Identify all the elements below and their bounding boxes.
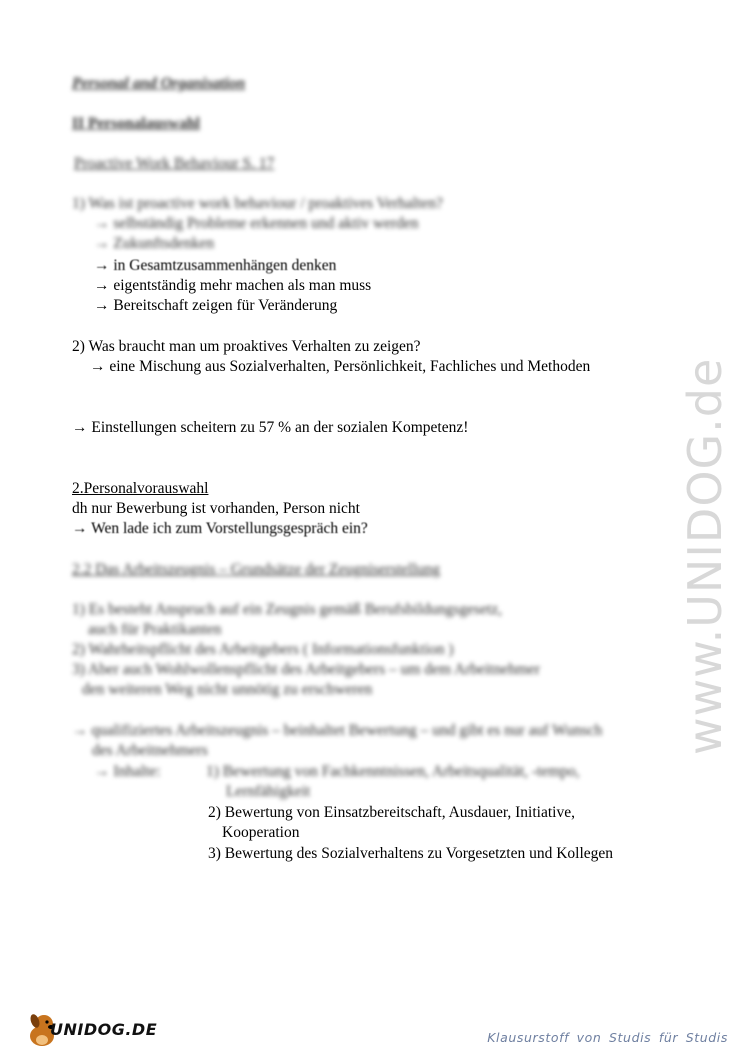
inhalte-item: 2) Bewertung von Einsatzbereitschaft, Ausdauer, Initiative, [208, 804, 575, 821]
inhalte-item: Lernfähigkeit [226, 783, 311, 800]
question-2-answer: → eine Mischung aus Sozialverhalten, Persönlichkeit, Fachliches und Methoden [90, 358, 591, 375]
q1-item: → in Gesamtzusammenhängen denken [94, 257, 337, 274]
question-2: 2) Was braucht man um proaktives Verhalten zu zeigen? [72, 338, 421, 355]
section-2-2-line: 2) Wahrheitspflicht des Arbeitgebers ( Informationsfunktion ) [72, 641, 454, 658]
watermark-text: www.UNIDOG.de [678, 357, 732, 755]
section-heading: II Personalauswahl [72, 115, 200, 132]
question-1: 1) Was ist proactive work behaviour / proaktives Verhalten? [72, 195, 443, 212]
q1-item: → eigentständig mehr machen als man muss [94, 277, 372, 294]
section-2-title: 2.Personalvorauswahl [72, 480, 209, 497]
q1-item: → Zukunftsdenken [94, 235, 215, 252]
footer-slogan: Klausurstoff von Studis für Studis [487, 1030, 728, 1045]
section-2-2-line: 1) Es besteht Anspruch auf ein Zeugnis gemäß Berufsbildungsgesetz, [72, 601, 503, 618]
section-2-2-title: 2.2 Das Arbeitszeugnis – Grundsätze der Zeugniserstellung [72, 561, 441, 578]
logo-text: UNIDOG.DE [50, 1020, 158, 1039]
section-2-2-line: auch für Praktikanten [88, 621, 222, 638]
competence-note: → Einstellungen scheitern zu 57 % an der sozialen Kompetenz! [72, 419, 469, 436]
q1-item: → selbständig Probleme erkennen und aktiv werden [94, 215, 419, 232]
inhalte-item: 1) Bewertung von Fachkenntnissen, Arbeitsqualität, -tempo, [206, 763, 580, 780]
subtopic-heading: Proactive Work Behaviour S. 17 [74, 155, 275, 172]
inhalte-item: 3) Bewertung des Sozialverhaltens zu Vorgesetzten und Kollegen [208, 845, 614, 862]
q1-item: → Bereitschaft zeigen für Veränderung [94, 297, 338, 314]
watermark [655, 210, 750, 770]
qualified-reference-line: → qualifiziertes Arbeitszeugnis – beinhaltet Bewertung – und gibt es nur auf Wunsch [72, 722, 603, 739]
inhalte-label: → Inhalte: [94, 763, 161, 780]
section-2-2-line: 3) Aber auch Wohlwollenspflicht des Arbeitgebers – um dem Arbeitnehmer [72, 661, 541, 678]
inhalte-item: Kooperation [222, 824, 300, 841]
qualified-reference-line: des Arbeitnehmers [92, 742, 208, 759]
section-2-line: → Wen lade ich zum Vorstellungsgespräch ein? [72, 520, 368, 537]
course-title: Personal and Organisation [72, 75, 246, 92]
section-2-2-line: den weiteren Weg nicht unnötig zu erschweren [82, 681, 373, 698]
section-2-line: dh nur Bewerbung ist vorhanden, Person nicht [72, 500, 360, 517]
